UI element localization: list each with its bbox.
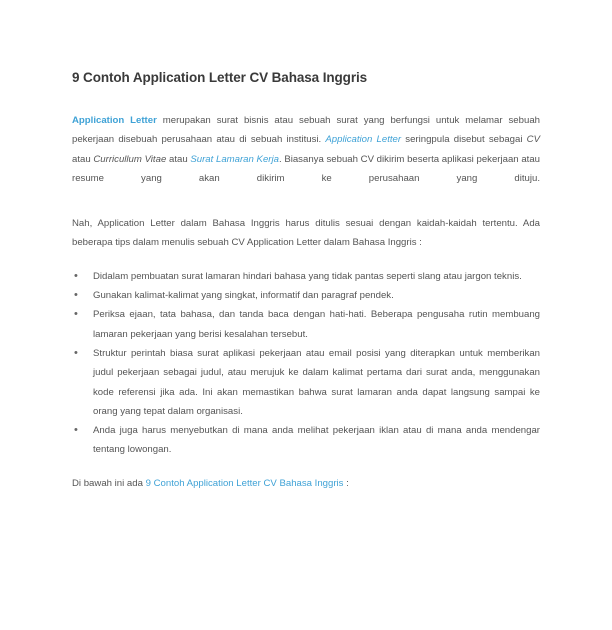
- list-item: [72, 421, 540, 460]
- paragraph-text: . Biasanya sebuah CV dikirim beserta aplikasi pekerjaan atau resume yang akan dikirim ke perusahaan yang dituju.: [72, 153, 540, 184]
- paragraph-text: atau: [72, 153, 94, 165]
- tips-list: [72, 267, 540, 460]
- article-title: 9 Contoh Application Letter CV Bahasa Inggris: [72, 70, 368, 85]
- list-item: [72, 286, 540, 305]
- intro-paragraph: [72, 111, 540, 188]
- list-item-text: Periksa ejaan, tata bahasa, dan tanda baca dengan hati-hati. Beberapa pengusaha rutin membuang lamaran pekerjaan yang berisi kesalahan tersebut.: [93, 309, 540, 340]
- bullet-icon: •: [74, 308, 78, 321]
- list-item-text: Anda juga harus menyebutkan di mana anda melihat pekerjaan iklan atau di mana anda mendengar tentang lowongan.: [93, 425, 540, 456]
- list-item-text: Struktur perintah biasa surat aplikasi pekerjaan atau email posisi yang diterapkan untuk memberikan judul pekerjaan sebagai judul, atau merujuk ke dalam kalimat pertama dari surat anda, menggunakan kode referensi jika ada. Ini akan memastikan bahwa surat lamaran anda dapat langsung sampai ke orang yang tepat dalam organisasi.: [93, 347, 540, 417]
- list-item: [72, 344, 540, 421]
- closing-paragraph: [72, 474, 540, 493]
- bullet-icon: •: [74, 289, 78, 302]
- curriculum-vitae-term: Curricullum Vitae: [93, 153, 167, 165]
- paragraph-text: merupakan surat bisnis atau sebuah surat yang berfungsi untuk melamar sebuah pekerjaan disebuah perusahaan atau di sebuah institusi.: [72, 115, 540, 146]
- cv-term: CV: [526, 134, 540, 146]
- bullet-icon: •: [74, 424, 78, 437]
- tips-paragraph: Nah, Application Letter dalam Bahasa Inggris harus ditulis sesuai dengan kaidah-kaidah tertentu. Ada beberapa tips dalam menulis sebuah CV Application Letter dalam Bahasa Inggris :: [72, 218, 540, 249]
- list-item-text: Didalam pembuatan surat lamaran hindari bahasa yang tidak pantas seperti slang atau jargon teknis.: [93, 270, 522, 282]
- closing-text: :: [343, 477, 349, 489]
- contoh-link[interactable]: 9 Contoh Application Letter CV Bahasa Inggris: [145, 477, 344, 489]
- closing-text: Di bawah ini ada: [72, 477, 146, 489]
- paragraph-text: seringpula disebut sebagai: [401, 134, 527, 146]
- application-letter-link-2[interactable]: Application Letter: [325, 134, 402, 146]
- surat-lamaran-kerja-link[interactable]: Surat Lamaran Kerja: [190, 153, 279, 165]
- list-item: [72, 267, 540, 286]
- bullet-icon: •: [74, 269, 78, 282]
- paragraph-text: atau: [166, 153, 191, 165]
- list-item-text: Gunakan kalimat-kalimat yang singkat, informatif dan paragraf pendek.: [93, 290, 394, 302]
- list-item: [72, 305, 540, 344]
- article-body: [72, 70, 540, 503]
- application-letter-link[interactable]: Application Letter: [72, 115, 157, 126]
- bullet-icon: •: [74, 346, 78, 359]
